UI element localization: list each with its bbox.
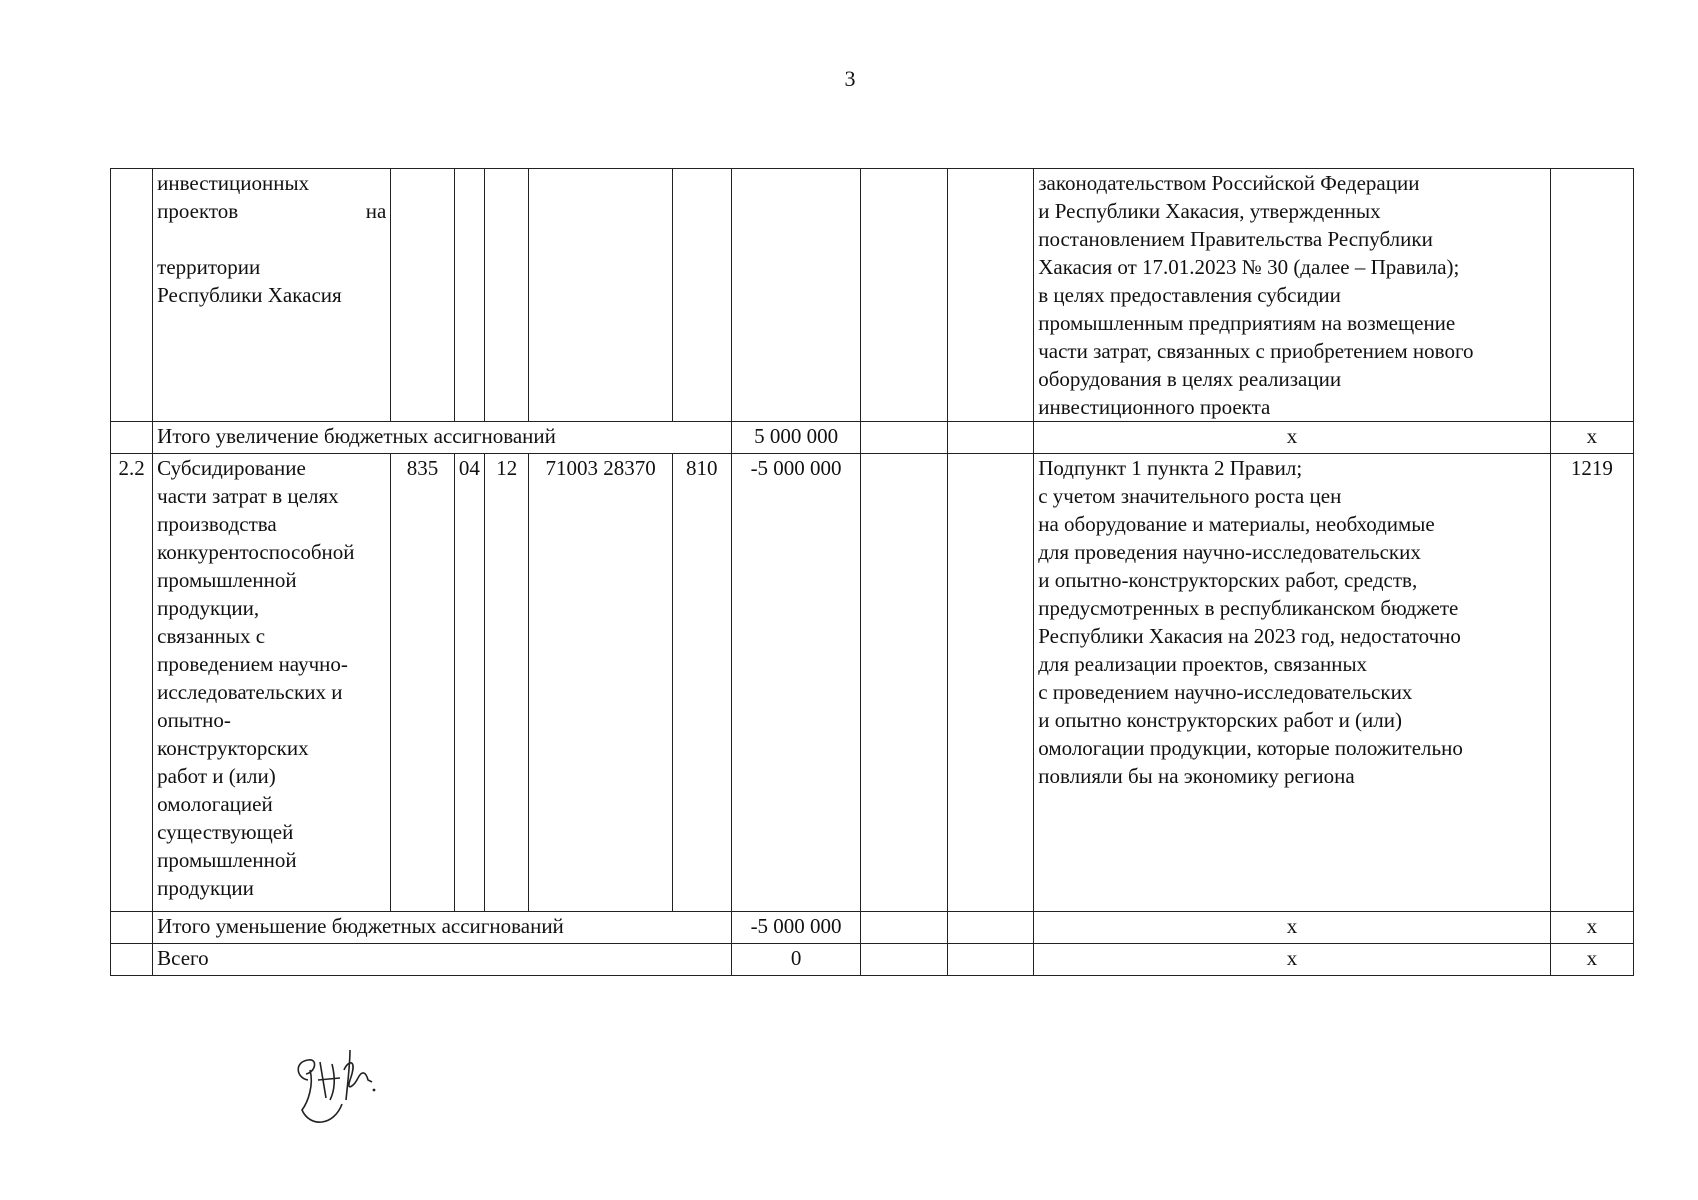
basis-text: Подпункт 1 пункта 2 Правил; с учетом значительного роста цен на оборудование и материалы, необходимые для проведения научно-исследовательских и опытно-конструкторских работ, средств, предусмотренных в республиканском бюджете Республики Хакасия на 2023 год, недостаточно для реализации проектов, связанных с проведением научно-исследовательских и опытно конструкторских работ и (или) омологации продукции, которые положительно повлияли бы на экономику региона (1034, 454, 1550, 912)
grand-total-label: Всего (153, 944, 732, 976)
name-line: Республики Хакасия (157, 283, 342, 307)
name-line: территории (157, 255, 261, 279)
cell-empty-1 (861, 454, 947, 912)
table-row-2-2 (111, 454, 1634, 912)
table-row-increase-total (111, 422, 1634, 454)
cell-basis: законодательством Российской Федерации и Республики Хакасия, утвержденных постановлением Правительства Республики Хакасия от 17.01.2023 № 30 (далее – Правила); в целях предоставления субсидии промышленным предприятиям на возмещение части затрат, связанных с приобретением нового оборудования в целях реализации инвестиционного проекта (1034, 169, 1550, 422)
row-number: 2.2 (111, 454, 153, 912)
vr-code: 810 (672, 454, 731, 912)
cell-empty-1 (861, 422, 947, 454)
decrease-total-basis: х (1034, 912, 1550, 944)
decrease-total-amount: -5 000 000 (731, 912, 861, 944)
decrease-total-last: х (1550, 912, 1633, 944)
grbs-code: 835 (391, 454, 454, 912)
table-row-continuation (111, 169, 1634, 422)
increase-total-basis: х (1034, 422, 1550, 454)
increase-total-last: х (1550, 422, 1633, 454)
cell-rz (454, 169, 485, 422)
cell-empty-2 (947, 944, 1033, 976)
pr-code: 12 (485, 454, 529, 912)
page-number: 3 (844, 66, 856, 91)
cell-num (111, 422, 153, 454)
handwritten-signature (288, 1040, 388, 1140)
cell-grbs (391, 169, 454, 422)
cell-num (111, 944, 153, 976)
budget-allocation-table (110, 168, 1634, 976)
cell-pr (485, 169, 529, 422)
cell-empty-2 (947, 454, 1033, 912)
cell-csr (529, 169, 672, 422)
cell-measure-name (153, 169, 391, 422)
cell-empty-1 (861, 169, 947, 422)
grand-total-basis: х (1034, 944, 1550, 976)
decrease-total-label: Итого уменьшение бюджетных ассигнований (153, 912, 732, 944)
cell-vr (672, 169, 731, 422)
grand-total-last: х (1550, 944, 1633, 976)
name-line: проектов на (157, 199, 387, 223)
cell-num (111, 912, 153, 944)
csr-code: 71003 28370 (529, 454, 672, 912)
cell-empty-2 (947, 912, 1033, 944)
table-row-grand-total (111, 944, 1634, 976)
name-line: инвестиционных (157, 171, 310, 195)
cell-empty-2 (947, 169, 1033, 422)
last-column-value: 1219 (1550, 454, 1633, 912)
cell-num (111, 169, 153, 422)
cell-last (1550, 169, 1633, 422)
measure-name: Субсидирование части затрат в целях производства конкурентоспособной промышленной продукции, связанных с проведением научно- исследовательских и опытно- конструкторских работ и (или) омологацией существующей промышленной продукции (153, 454, 391, 912)
rz-code: 04 (454, 454, 485, 912)
cell-amount (731, 169, 861, 422)
grand-total-amount: 0 (731, 944, 861, 976)
cell-empty-1 (861, 912, 947, 944)
increase-total-label: Итого увеличение бюджетных ассигнований (153, 422, 732, 454)
cell-empty-1 (861, 944, 947, 976)
table-row-decrease-total (111, 912, 1634, 944)
amount: -5 000 000 (731, 454, 861, 912)
cell-empty-2 (947, 422, 1033, 454)
increase-total-amount: 5 000 000 (731, 422, 861, 454)
